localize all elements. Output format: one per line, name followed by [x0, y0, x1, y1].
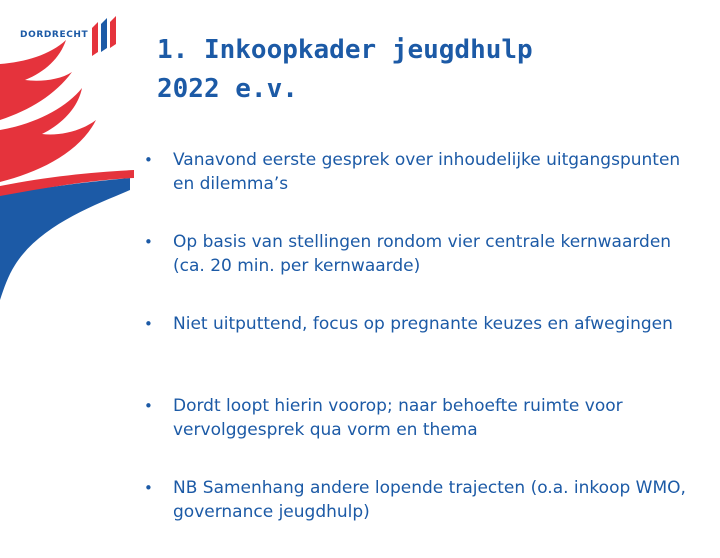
bullet-list: [142, 148, 702, 558]
bullet-marker: •: [144, 233, 153, 251]
bullet-text: Niet uitputtend, focus op pregnante keuzes en afwegingen: [173, 314, 673, 334]
bullet-marker: •: [144, 479, 153, 497]
bullet-item: [142, 148, 702, 206]
blue-wave: [0, 178, 130, 300]
bullet-marker: •: [144, 397, 153, 415]
bullet-text: NB Samenhang andere lopende trajecten (o.a. inkoop WMO, governance jeugdhulp): [173, 478, 686, 522]
bullet-marker: •: [144, 151, 153, 169]
bullet-text: Op basis van stellingen rondom vier centrale kernwaarden (ca. 20 min. per kernwaarde): [173, 232, 672, 276]
bullet-item: [142, 312, 702, 370]
bullet-marker: •: [144, 315, 153, 333]
bullet-item: [142, 476, 702, 534]
dordrecht-logo: [20, 30, 88, 40]
logo-text: DORDRECHT: [20, 30, 89, 40]
slide-title: 1. Inkoopkader jeugdhulp 2022 e.v.: [157, 35, 533, 104]
bullet-text: Vanavond eerste gesprek over inhoudelijke uitgangspunten en dilemma’s: [173, 150, 681, 194]
bullet-item: [142, 394, 702, 452]
dordrecht-logo-mark: [90, 14, 120, 56]
bullet-text: Dordt loopt hierin voorop; naar behoefte ruimte voor vervolggesprek qua vorm en thema: [173, 396, 623, 440]
bullet-item: [142, 230, 702, 288]
